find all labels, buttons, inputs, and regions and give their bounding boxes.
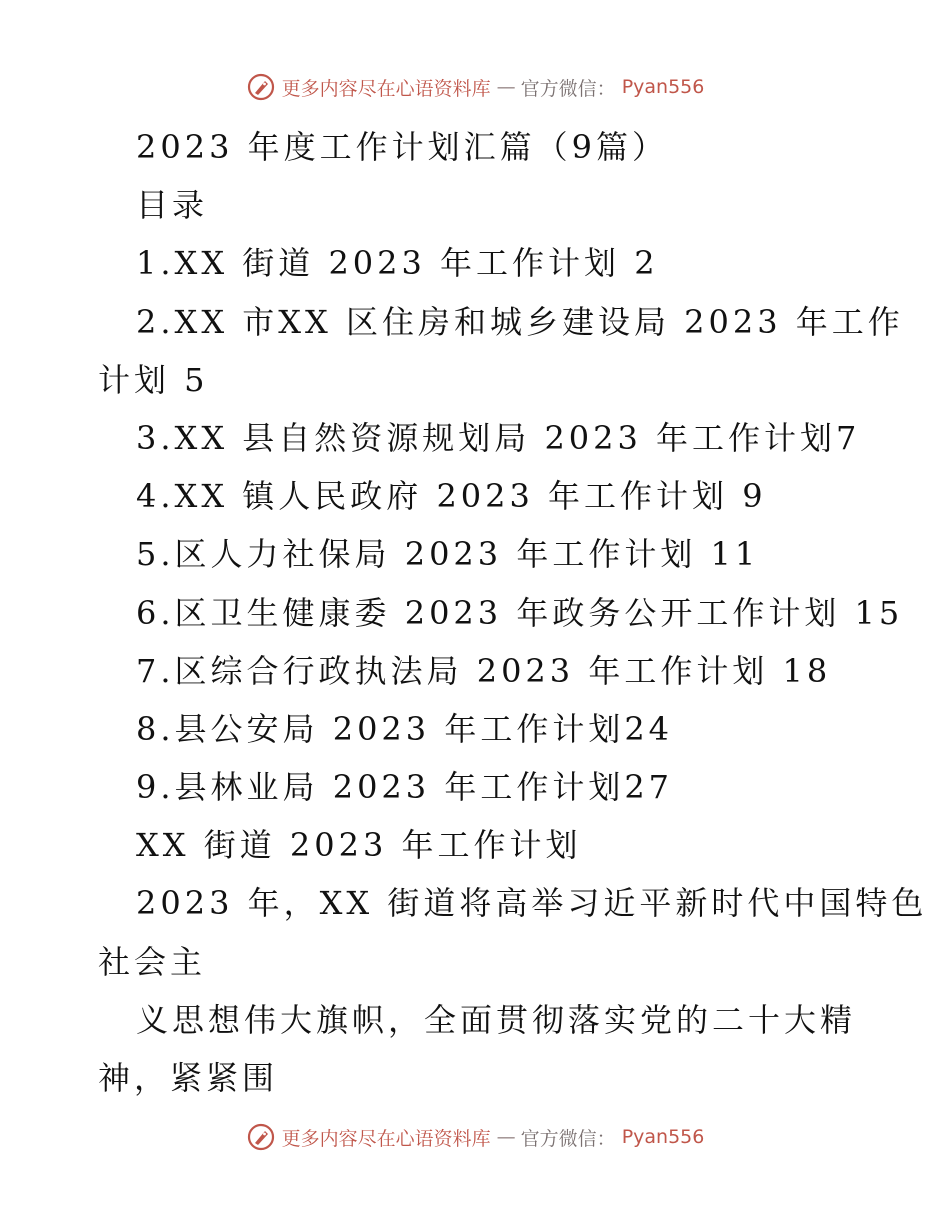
document-line: 神，紧紧围 (98, 1059, 279, 1097)
watermark-brand: 更多内容尽在心语资料库 (281, 1127, 491, 1150)
document-line: 2023 年，XX 街道将高举习近平新时代中国特色 (136, 884, 928, 923)
document-line: 3.XX 县自然资源规划局 2023 年工作计划7 (136, 418, 861, 457)
watermark-wechat-id: Pyan556 (621, 76, 705, 98)
document-line: 目录 (136, 186, 209, 225)
document-line: 2023 年度工作计划汇篇（9篇） (136, 128, 668, 166)
watermark-dash: — (496, 1126, 515, 1148)
watermark-wechat-id: Pyan556 (621, 1126, 705, 1148)
document-line: 6.区卫生健康委 2023 年政务公开工作计划 15 (136, 593, 904, 632)
document-line: 9.县林业局 2023 年工作计划27 (136, 768, 674, 807)
document-line: 8.县公安局 2023 年工作计划24 (136, 709, 674, 748)
document-line: 义思想伟大旗帜，全面贯彻落实党的二十大精 (136, 1000, 857, 1039)
header-watermark (0, 72, 950, 102)
document-body (98, 118, 928, 1107)
footer-watermark (0, 1122, 950, 1152)
document-line: 7.区综合行政执法局 2023 年工作计划 18 (136, 651, 832, 690)
pen-nib-circle-icon (246, 1122, 276, 1152)
document-line: 4.XX 镇人民政府 2023 年工作计划 9 (136, 477, 767, 516)
watermark-brand: 更多内容尽在心语资料库 (281, 77, 491, 100)
pen-nib-circle-icon (246, 72, 276, 102)
watermark-official: 官方微信： (520, 77, 616, 100)
document-line: XX 街道 2023 年工作计划 (136, 826, 582, 865)
document-line: 5.区人力社保局 2023 年工作计划 11 (136, 535, 760, 574)
document-line: 社会主 (98, 942, 207, 981)
document-line: 1.XX 街道 2023 年工作计划 2 (136, 244, 659, 283)
document-line: 计划 5 (98, 360, 209, 399)
document-line: 2.XX 市XX 区住房和城乡建设局 2023 年工作 (136, 302, 904, 341)
watermark-dash: — (496, 76, 515, 98)
watermark-official: 官方微信： (520, 1127, 616, 1150)
